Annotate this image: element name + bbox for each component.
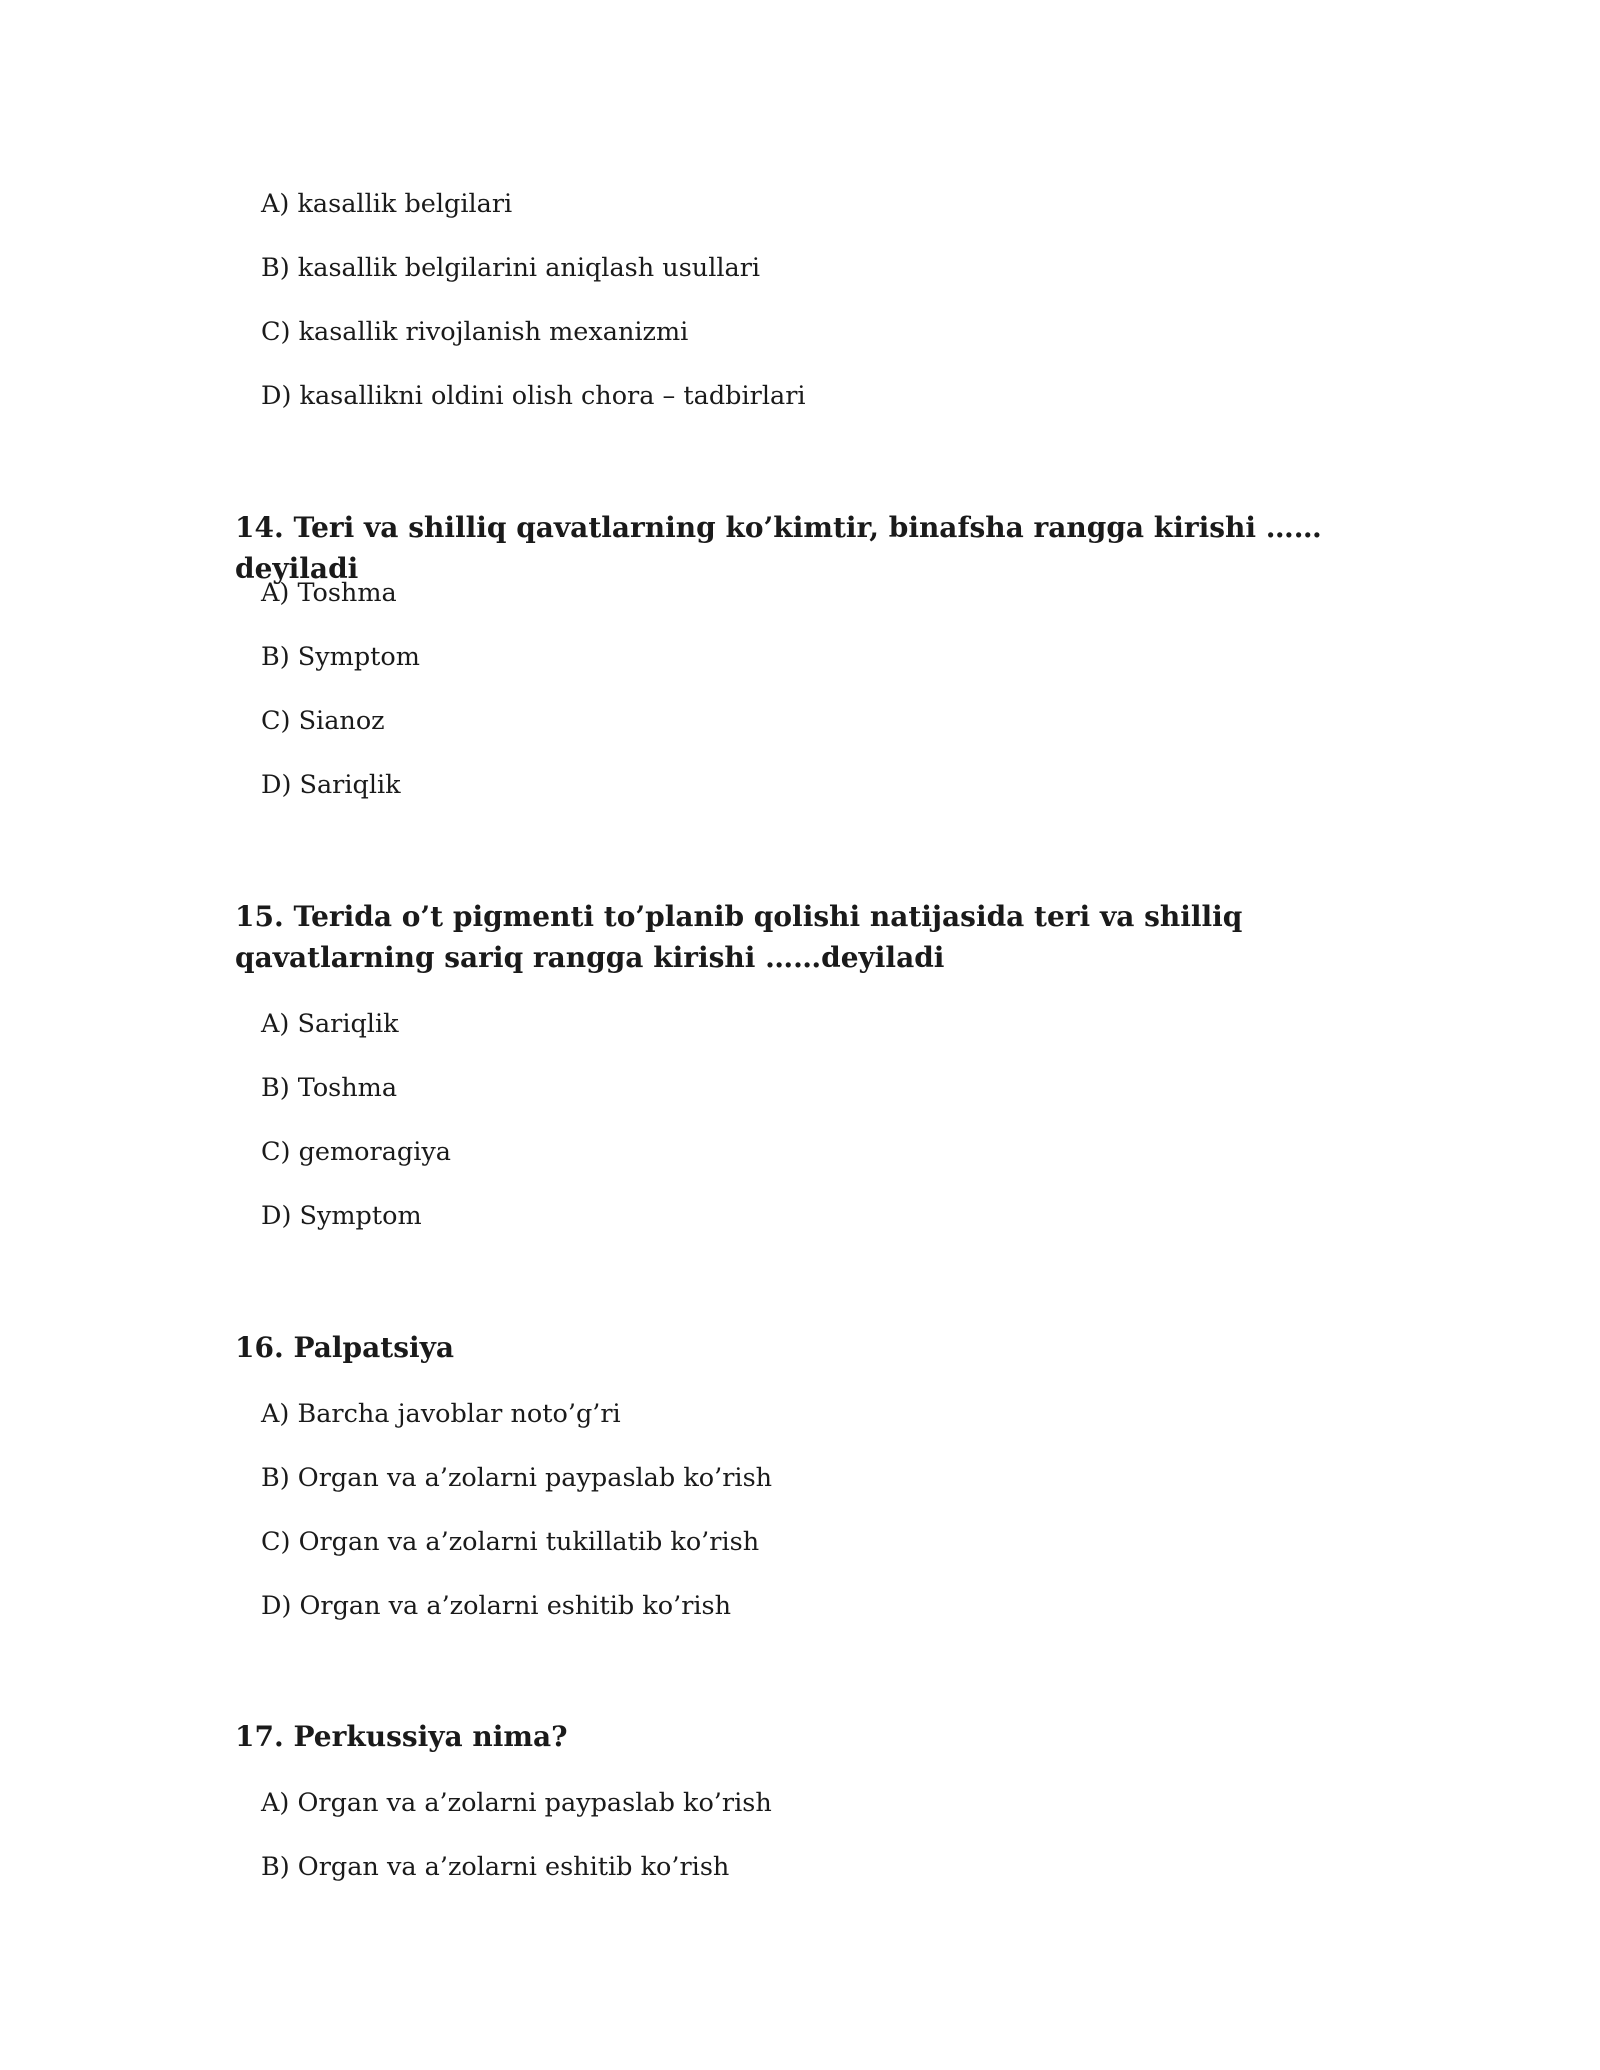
question-text: 14. Teri va shilliq qavatlarning ko’kimtir, binafsha rangga kirishi ……deyiladi [235, 511, 1322, 585]
option-d: D) Sariqlik [261, 770, 401, 800]
option-d: D) Symptom [261, 1201, 422, 1231]
option-c: C) Organ va a’zolarni tukillatib ko’rish [261, 1527, 760, 1557]
question-text: 17. Perkussiya nima? [235, 1720, 568, 1753]
option-b: B) Organ va a’zolarni paypaslab ko’rish [261, 1463, 773, 1493]
question-text: 15. Terida o’t pigmenti to’planib qolishi natijasida teri va shilliq qavatlarning sariq rangga kirishi ……deyiladi [235, 900, 1243, 974]
option-a: A) Toshma [261, 578, 397, 608]
question-text: 16. Palpatsiya [235, 1331, 455, 1364]
option-b: B) Toshma [261, 1073, 398, 1103]
option-b: B) Organ va a’zolarni eshitib ko’rish [261, 1852, 730, 1882]
option-c: C) kasallik rivojlanish mexanizmi [261, 317, 689, 347]
option-c: C) Sianoz [261, 706, 385, 736]
option-d: D) Organ va a’zolarni eshitib ko’rish [261, 1591, 732, 1621]
option-a: A) kasallik belgilari [261, 189, 513, 219]
option-d: D) kasallikni oldini olish chora – tadbirlari [261, 381, 806, 411]
option-a: A) Sariqlik [261, 1009, 399, 1039]
option-c: C) gemoragiya [261, 1137, 451, 1167]
option-b: B) kasallik belgilarini aniqlash usullari [261, 253, 761, 283]
option-a: A) Barcha javoblar noto’g’ri [261, 1399, 621, 1429]
option-b: B) Symptom [261, 642, 420, 672]
option-a: A) Organ va a’zolarni paypaslab ko’rish [261, 1788, 772, 1818]
